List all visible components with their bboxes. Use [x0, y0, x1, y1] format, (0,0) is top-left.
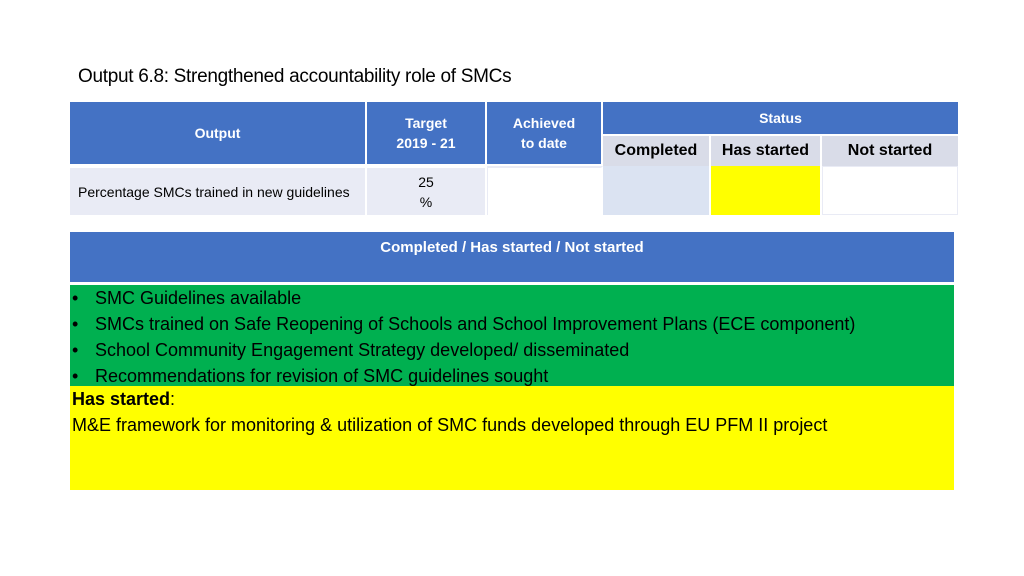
has-started-text: M&E framework for monitoring & utilization of SMC funds developed through EU PFM II project [72, 415, 828, 435]
has-started-heading: Has started: [72, 389, 176, 409]
bullet-icon: • [72, 340, 79, 360]
header-status: Status [603, 102, 958, 134]
bullet-icon: • [72, 366, 79, 386]
bullet-icon: • [72, 314, 79, 334]
status-completed-header: Completed [603, 134, 711, 166]
has-started-block [70, 386, 954, 490]
row-status-not-started [822, 166, 958, 215]
row-output: Percentage SMCs trained in new guidelines [70, 166, 367, 215]
header-achieved: Achieved to date [487, 102, 603, 164]
status-has-started-header: Has started [711, 134, 822, 166]
output-status-table [70, 102, 958, 215]
has-started-label: Has started [72, 389, 171, 409]
page-title: Output 6.8: Strengthened accountability role of SMCs [78, 66, 512, 87]
status-not-started-header: Not started [822, 134, 958, 166]
completed-block: • SMC Guidelines available • SMCs trained on Safe Reopening of Schools and School Improvement Plans (ECE component) • School Community Engagement Strategy developed/ disseminated • Recommendations for revision of SMC guidelines sought [70, 285, 954, 386]
bullet-icon: • [72, 288, 79, 308]
row-target: 25 % [367, 166, 487, 215]
status-block-header: Completed / Has started / Not started [70, 232, 954, 282]
header-output: Output [70, 102, 367, 164]
row-status-has-started [711, 166, 822, 215]
row-achieved [487, 166, 603, 215]
header-target: Target 2019 - 21 [367, 102, 487, 164]
row-status-completed [603, 166, 711, 215]
